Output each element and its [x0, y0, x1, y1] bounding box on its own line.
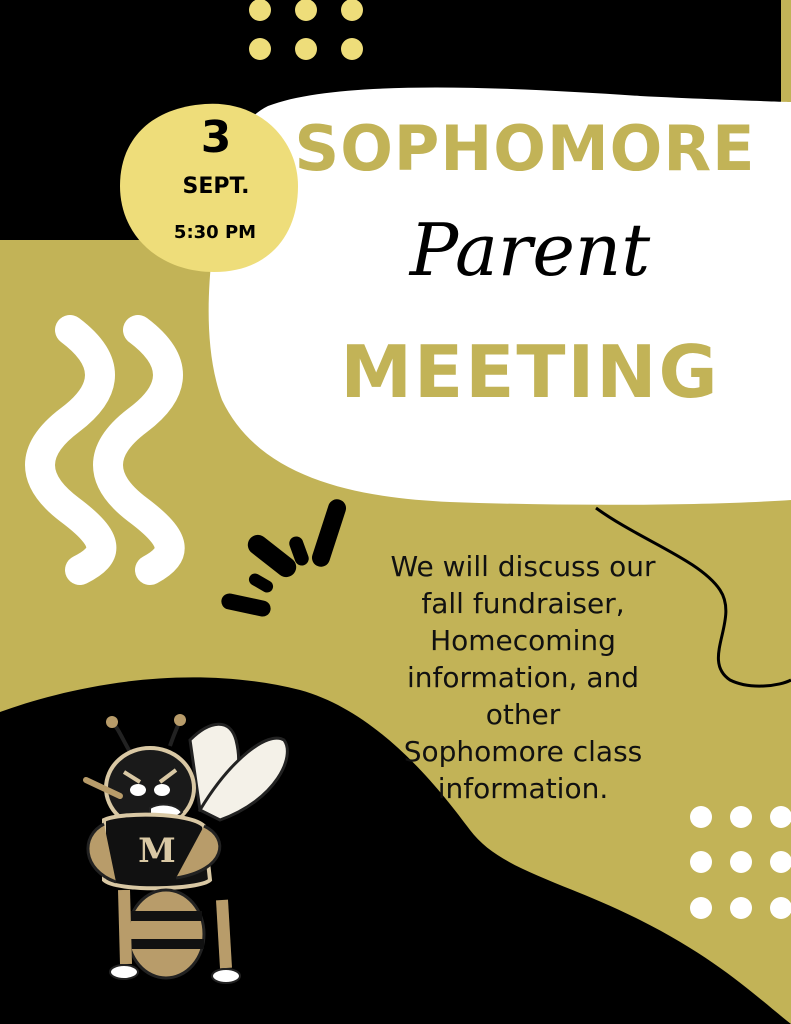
dots-bottom-icon [690, 806, 791, 919]
description-line: We will discuss our [390, 550, 656, 583]
title-parent: Parent [409, 208, 651, 292]
title-meeting: MEETING [340, 330, 720, 414]
description-line: fall fundraiser, [421, 587, 625, 620]
description-line: information. [437, 772, 609, 805]
meeting-description [360, 548, 686, 807]
squiggle-right-icon [108, 330, 170, 570]
description-line: other [485, 698, 561, 731]
squiggle-left-icon [40, 330, 101, 570]
date-day: 3 [200, 112, 232, 163]
title-sophomore: SOPHOMORE [294, 112, 756, 185]
description-line: Homecoming [430, 624, 616, 657]
date-month: SEPT. [182, 174, 250, 199]
burst-marks-icon [220, 497, 348, 618]
description-line: Sophomore class [403, 735, 643, 768]
date-time: 5:30 PM [173, 222, 257, 243]
description-line: information, and [406, 661, 640, 694]
mascot-letter: M [138, 831, 176, 871]
